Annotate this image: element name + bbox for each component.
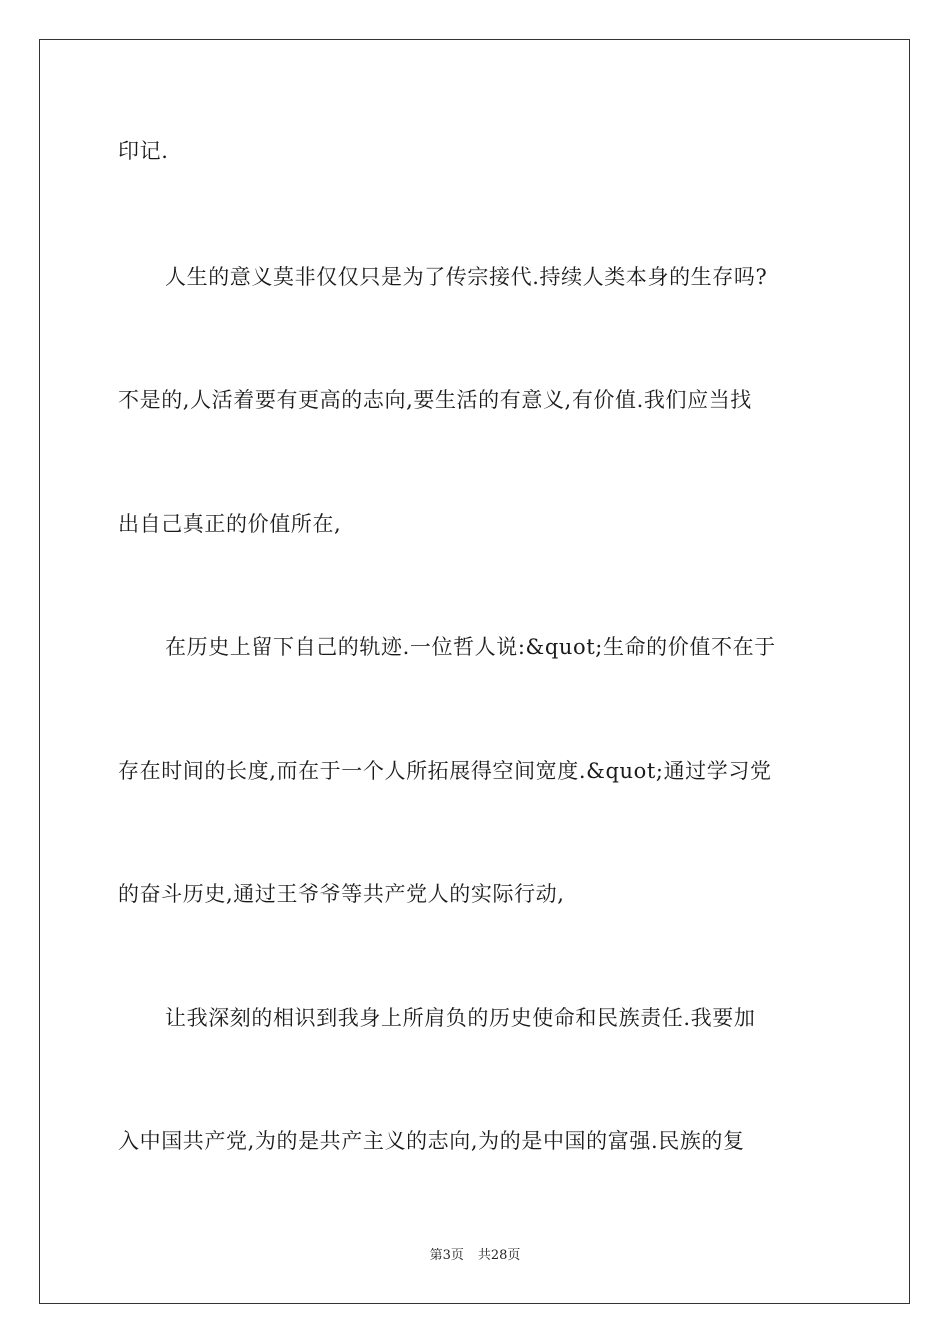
text-line-8: 让我深刻的相识到我身上所肩负的历史使命和民族责任.我要加 bbox=[165, 1006, 756, 1030]
page-total: 共28页 bbox=[477, 1248, 521, 1263]
text-line-6: 存在时间的长度,而在于一个人所拓展得空间宽度.&quot;通过学习党 bbox=[118, 759, 772, 783]
page-footer bbox=[0, 1247, 950, 1265]
text-line-3: 不是的,人活着要有更高的志向,要生活的有意义,有价值.我们应当找 bbox=[118, 388, 752, 412]
page-border bbox=[39, 39, 910, 1304]
text-line-9: 入中国共产党,为的是共产主义的志向,为的是中国的富强.民族的复 bbox=[118, 1129, 745, 1153]
text-line-4: 出自己真正的价值所在, bbox=[118, 512, 342, 536]
text-line-7: 的奋斗历史,通过王爷爷等共产党人的实际行动, bbox=[118, 882, 565, 906]
text-line-5: 在历史上留下自己的轨迹.一位哲人说:&quot;生命的价值不在于 bbox=[165, 635, 776, 659]
text-line-1: 印记. bbox=[118, 139, 169, 163]
page-number: 第3页 bbox=[429, 1248, 464, 1263]
text-line-2: 人生的意义莫非仅仅只是为了传宗接代.持续人类本身的生存吗? bbox=[165, 265, 768, 289]
